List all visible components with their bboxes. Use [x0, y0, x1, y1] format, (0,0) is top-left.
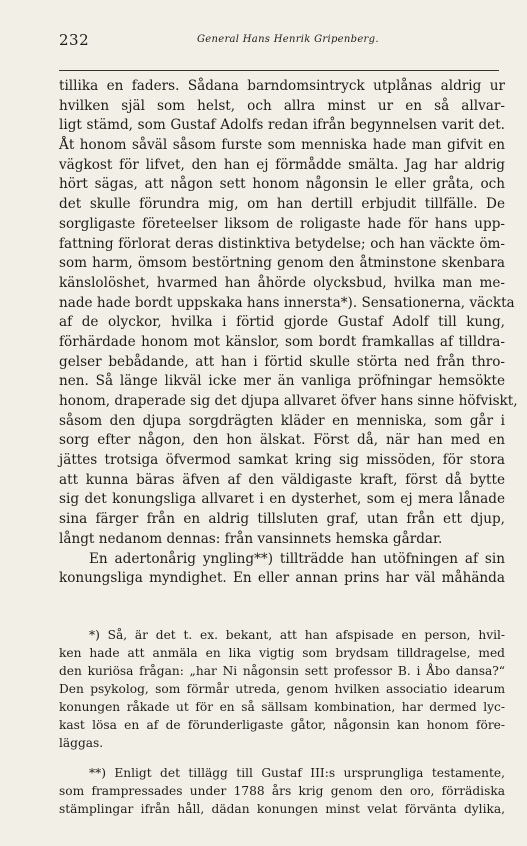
footnotes — [59, 626, 505, 818]
page-number: 232 — [59, 31, 90, 49]
text-line: sorg efter någon, den hon älskat. Först då, när han med en — [59, 432, 505, 449]
text-line: konungsliga myndighet. En eller annan prins har väl måhända — [59, 570, 505, 587]
text-line: hört sägas, att någon sett honom någonsin le eller gråta, och — [59, 176, 505, 193]
header-rule — [59, 70, 499, 71]
footnote-line: den kuriösa frågan: „har Ni någonsin sett professor B. i Åbo dansa?“ — [59, 664, 505, 678]
text-line: det skulle förundra mig, om han dertill erbjudit tillfälle. De — [59, 196, 505, 213]
footnote-1 — [59, 626, 505, 752]
text-line: af de olyckor, hvilka i förtid gjorde Gustaf Adolf till kung, — [59, 314, 505, 331]
footnote-line: stämplingar ifrån håll, dädan konungen minst velat förvänta dylika, — [59, 802, 505, 816]
text-line: hvilken själ som helst, och allra minst ur en så allvar- — [59, 97, 505, 114]
text-line: långt nedanom dennas: från vansinnets hemska gårdar. — [59, 530, 443, 547]
text-line: sorgligaste företeelser liksom de roligaste hade för hans upp- — [59, 215, 505, 232]
footnote-line: ken hade att anmäla en lika vigtig som brydsam tilldragelse, med — [59, 646, 505, 660]
text-line: honom, draperade sig det djupa allvaret öfver hans sinne höfviskt, — [59, 393, 518, 409]
footnote-line: läggas. — [59, 736, 104, 750]
text-line: fattning förlorat deras distinktiva betydelse; och han väckte öm- — [59, 235, 505, 252]
text-line: En adertonårig yngling**) tillträdde han utöfningen af sin — [89, 550, 505, 567]
footnote-gap — [59, 752, 505, 764]
footnote-line: *) Så, är det t. ex. bekant, att han afspisade en person, hvil- — [89, 628, 505, 642]
text-line: som harm, ömsom bestörtning genom den åtminstone skenbara — [59, 255, 505, 272]
text-line: känslolöshet, hvarmed han åhörde olycksbud, hvilka man me- — [59, 274, 505, 291]
text-line: såsom den djupa sorgdrägten kläder en menniska, som går i — [59, 412, 505, 429]
body-text — [59, 77, 518, 589]
text-line: jättes trotsiga öfvermod samkat kring sig missöden, för stora — [59, 452, 505, 469]
text-line: att kunna bäras äfven af den väldigaste kraft, först då bytte — [59, 471, 505, 488]
footnote-line: Den psykolog, som förmår utreda, genom hvilken associatio idearum — [59, 682, 505, 696]
footnote-2 — [59, 764, 505, 818]
footnote-line: som frampressades under 1788 års krig genom den oro, förrädiska — [59, 784, 505, 798]
text-line: nade hade bordt uppskaka hans innersta*). Sensationerna, väckta — [59, 294, 515, 311]
text-line: Åt honom såväl såsom furste som menniska hade man gifvit en — [59, 137, 505, 154]
footnote-line: **) Enligt det tillägg till Gustaf III:s ursprungliga testamente, — [89, 766, 505, 780]
text-line: ligt stämd, som Gustaf Adolfs redan ifrån begynnelsen varit det. — [59, 117, 505, 134]
text-line: sig det konungsliga allvaret i en dysterhet, som ej mera lånade — [59, 491, 505, 508]
footnote-line: konungen råkade ut för en så sällsam kombination, har dermed lyc- — [59, 700, 505, 714]
text-line: gelser bebådande, att han i förtid skulle störta ned från thro- — [59, 353, 505, 370]
text-line: nen. Så länge likväl icke mer än vanliga pröfningar hemsökte — [59, 373, 505, 390]
text-line: sina färger från en aldrig tillsluten graf, utan från ett djup, — [59, 511, 505, 528]
text-line: tillika en faders. Sådana barndomsintryck utplånas aldrig ur — [59, 78, 505, 94]
running-head: General Hans Henrik Gripenberg. — [197, 34, 379, 45]
text-line: förhärdade honom mot känslor, som bordt framkallas af tilldra- — [59, 333, 505, 350]
footnote-line: kast lösa en af de förunderligaste gåtor, någonsin kan honom före- — [59, 718, 505, 732]
text-line: vägkost för lifvet, den han ej förmådde smälta. Jag har aldrig — [59, 156, 505, 173]
page-header — [59, 31, 504, 51]
